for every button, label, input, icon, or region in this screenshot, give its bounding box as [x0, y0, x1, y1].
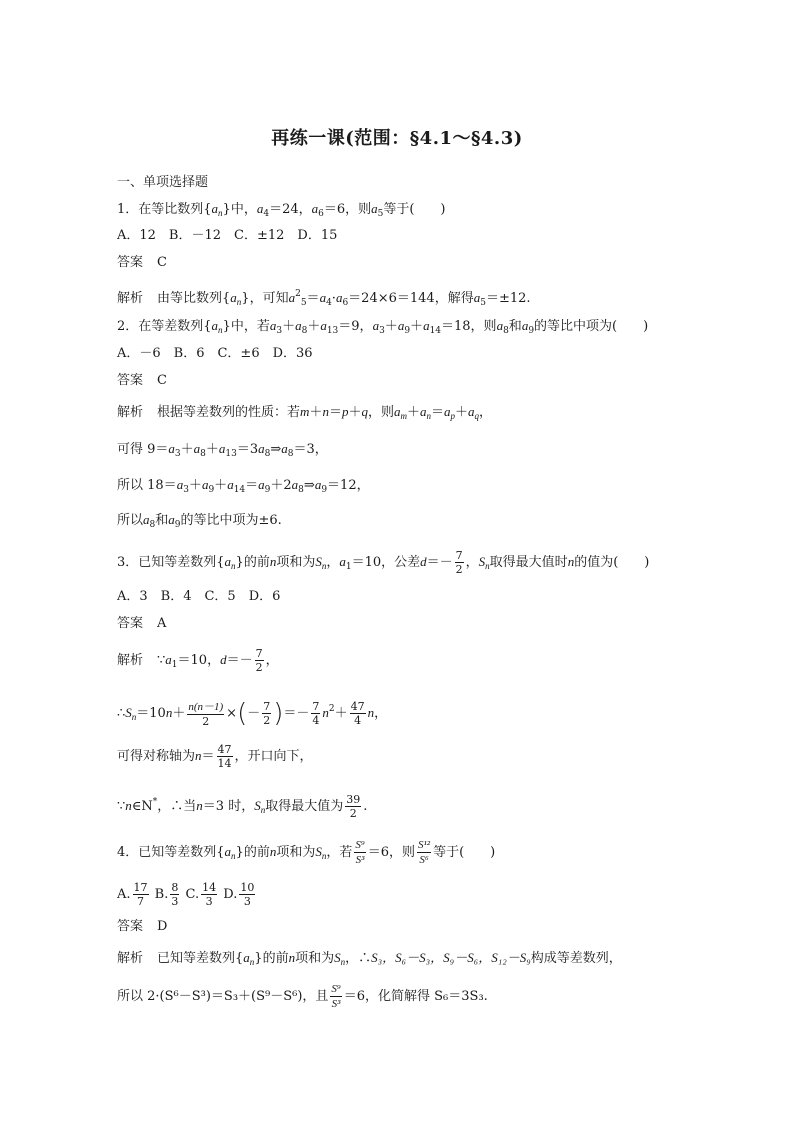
q4-ratio-fraction-1: $\frac{\text{S⁹}}{\text{S³}}$: [355, 839, 365, 866]
q4-ratio-fraction-2: $\frac{\text{S¹²}}{\text{S⁶}}$: [417, 839, 431, 866]
q4-analysis-line2: 所以 2·(S⁶－S³)＝S₃＋(S⁹－S⁶)，且 $\frac{\text{S⁹}}{\text{S³}}$ ＝6，化简解得 S₆＝3S₃.: [117, 983, 488, 1010]
q2-analysis-line3: 所以 $18=a_3+a_9+a_{14}=a_9+2a_8\Rightarrow a_9=12$，: [117, 477, 370, 495]
q2-answer: 答案 C: [117, 373, 167, 388]
q4-stem: 4．已知等差数列$\{a_n\}$的前n项和为$S_n$，若 $\frac{\text{S⁹}}{\text{S³}}$ ＝6，则 $\frac{\text{S¹²}}{\text{S⁶}}$ 等于( ): [117, 839, 496, 866]
q2-stem: 2．在等差数列$\{a_n\}$中，若$a_3+a_8+a_{13}=9$，$a_3+a_9+a_{14}=18$，则$a_8$和$a_9$的等比中项为( ): [117, 318, 649, 336]
q3-d-fraction: $\frac{7}{2}$: [455, 549, 463, 576]
q2-analysis-line4: 所以$a_8$和$a_9$的等比中项为±6.: [117, 512, 282, 530]
q1-stem: 1．在等比数列$\{a_n\}$中，$a_4=24$，$a_6=6$，则$a_5$等于( ): [117, 201, 446, 219]
q1-answer: 答案 C: [117, 255, 167, 270]
q3-analysis-line3: 可得对称轴为n＝ $\frac{47}{14}$ ，开口向下，: [117, 743, 313, 770]
page-title: 再练一课(范围：§4.1～§4.3): [271, 128, 523, 149]
section-heading: 一、单项选择题: [117, 175, 209, 190]
q4-options: A. $\frac{17}{7}$ B. $\frac{8}{3}$ C. $\frac{14}{3}$ D. $\frac{10}{3}$: [117, 881, 255, 908]
q3-analysis: 解析 $\because a_1=10$，d＝－ $\frac{7}{2}$ ，: [117, 647, 279, 674]
q2-analysis-line2: 可得 $9=a_3+a_8+a_{13}=3a_8\Rightarrow a_8=3$，: [117, 441, 328, 459]
q2-analysis: 解析 根据等差数列的性质：若m＋n＝p＋q，则$a_m+a_n=a_p+a_q$，: [117, 404, 493, 421]
q4-answer: 答案 D: [117, 919, 168, 934]
q2-options: A．－6 B．6 C．±6 D．36: [117, 346, 313, 361]
q4-analysis: 解析 已知等差数列$\{a_n\}$的前n项和为$S_n$，∴S₃，S₆－S₃，S₉－S₆，S₁₂－S₉构成等差数列，: [117, 950, 622, 967]
q3-analysis-line2: $\therefore S_n=10n+$ $\frac{n(n-1)}{2}$ ×(－ $\frac{7}{2}$ )＝－ $\frac{7}{4}$ $n^2+$ $\frac{47}{4}$ n，: [117, 698, 388, 729]
q3-answer: 答案 A: [117, 616, 167, 631]
q3-stem: 3．已知等差数列$\{a_n\}$的前n项和为$S_n$，$a_1=10$，公差d＝－ $\frac{7}{2}$ ，$S_n$取得最大值时n的值为( ): [117, 549, 650, 576]
q3-sum-fraction: $\frac{n(n-1)}{2}$: [188, 700, 224, 728]
q1-options: A．12 B．－12 C．±12 D．15: [117, 228, 338, 243]
q1-analysis: 解析 由等比数列$\{a_n\}$，可知$a^2_5=a_4\cdot a_6=24\times 6=144$，解得$a_5=\pm 12$.: [117, 289, 531, 308]
q3-options: A．3 B．4 C．5 D．6: [117, 589, 281, 604]
q3-analysis-line4: ∵n∈N*，∴当n＝3 时，$S_n$取得最大值为 $\frac{39}{2}$ .: [117, 793, 368, 820]
